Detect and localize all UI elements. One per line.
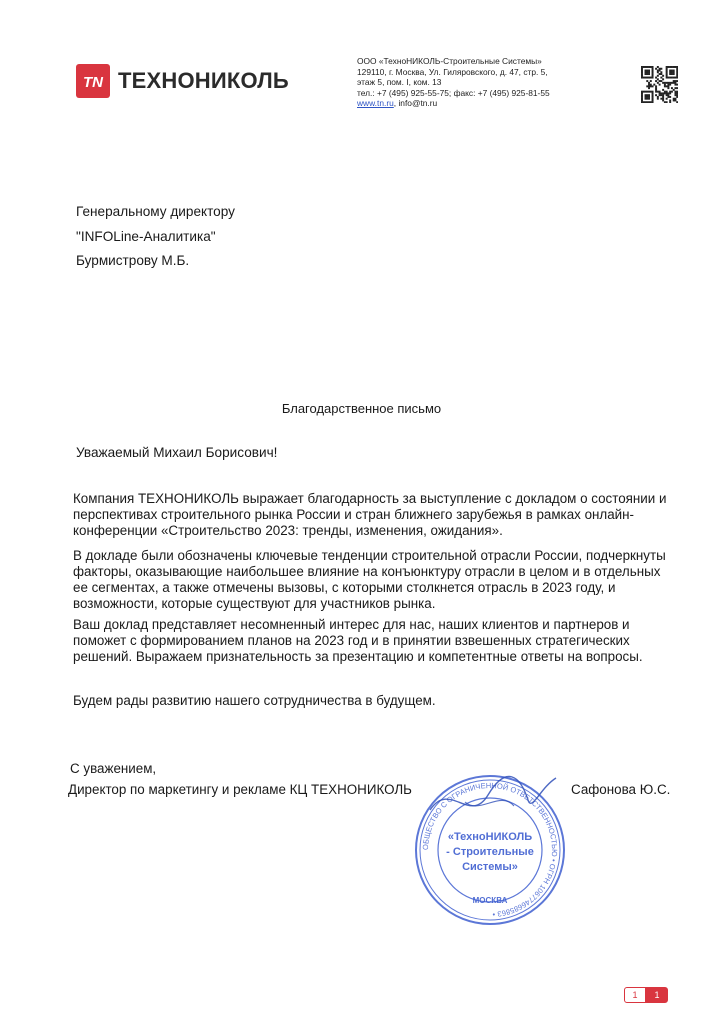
signatory-name: Сафонова Ю.С. bbox=[571, 782, 671, 797]
logo-text: ТЕХНОНИКОЛЬ bbox=[118, 68, 289, 93]
page-number-badge bbox=[624, 987, 668, 1003]
body-paragraph-1: Компания ТЕХНОНИКОЛЬ выражает благодарность за выступление с докладом о состоянии и перспективах строительного рынка России и стран ближнего зарубежья в рамках онлайн-конференции «Строительство 2023: тренды, изменения, ожидания». bbox=[73, 491, 667, 538]
addressee-company: "INFOLine-Аналитика" bbox=[76, 228, 216, 244]
contact-separator: , bbox=[393, 98, 399, 109]
email-text[interactable]: info@tn.ru bbox=[398, 98, 438, 109]
seal-line-1: «ТехноНИКОЛЬ bbox=[447, 831, 533, 843]
tn-logo-icon bbox=[76, 64, 110, 98]
address-line-1: 129110, г. Москва, Ул. Гиляровского, д. 47, стр. 5, bbox=[357, 66, 548, 77]
page-total: 1 bbox=[646, 987, 668, 1003]
addressee-name: Бурмистрову М.Б. bbox=[76, 253, 190, 268]
body-paragraph-4: Будем рады развитию нашего сотрудничества в будущем. bbox=[73, 693, 436, 708]
company-logo bbox=[76, 64, 289, 98]
seal-line-2: - Строительные bbox=[446, 846, 534, 858]
addressee-block bbox=[76, 200, 235, 274]
signatory-position: Директор по маркетингу и рекламе КЦ ТЕХНОНИКОЛЬ bbox=[68, 782, 412, 797]
seal-bottom-text: МОСКВА bbox=[472, 896, 508, 905]
page-current: 1 bbox=[624, 987, 646, 1003]
seal-line-3: Системы» bbox=[462, 861, 518, 873]
website-link[interactable]: www.tn.ru bbox=[357, 98, 394, 109]
qr-code-icon bbox=[641, 66, 678, 103]
company-requisites bbox=[357, 56, 550, 109]
seal-ring-text: ОБЩЕСТВО С ОГРАНИЧЕННОЙ ОТВЕТСТВЕННОСТЬЮ • ОГРН 1067746685863 • bbox=[420, 780, 560, 919]
company-name-line: ООО «ТехноНИКОЛЬ-Строительные Системы» bbox=[357, 56, 542, 66]
addressee-position: Генеральному директору bbox=[76, 204, 235, 219]
closing-phrase: С уважением, bbox=[70, 761, 157, 776]
salutation: Уважаемый Михаил Борисович! bbox=[76, 445, 278, 460]
web-contacts-line bbox=[357, 98, 550, 109]
address-line-2: этаж 5, пом. I, ком. 13 bbox=[357, 77, 442, 88]
body-paragraph-2: В докладе были обозначены ключевые тенденции строительной отрасли России, подчеркнуты факторы, оказывающие наибольшее влияние на конъюнктуру отрасли в целом и в отдельных ее сегментах, а также отмечены вызовы, с которыми столкнется отрасль в 2023 году, и возможности, которые существуют для участников рынка. bbox=[73, 548, 666, 611]
company-seal-icon bbox=[410, 770, 570, 930]
phone-fax-line: тел.: +7 (495) 925-55-75; факс: +7 (495) 925-81-55 bbox=[357, 87, 550, 98]
svg-text:TN: TN bbox=[83, 74, 103, 91]
body-paragraph-3: Ваш доклад представляет несомненный интерес для нас, наших клиентов и партнеров и поможет с формированием планов на 2023 год и в принятии взвешенных стратегических решений. Выражаем признательность за презентацию и компетентные ответы на вопросы. bbox=[73, 617, 643, 664]
letter-title: Благодарственное письмо bbox=[281, 401, 442, 416]
